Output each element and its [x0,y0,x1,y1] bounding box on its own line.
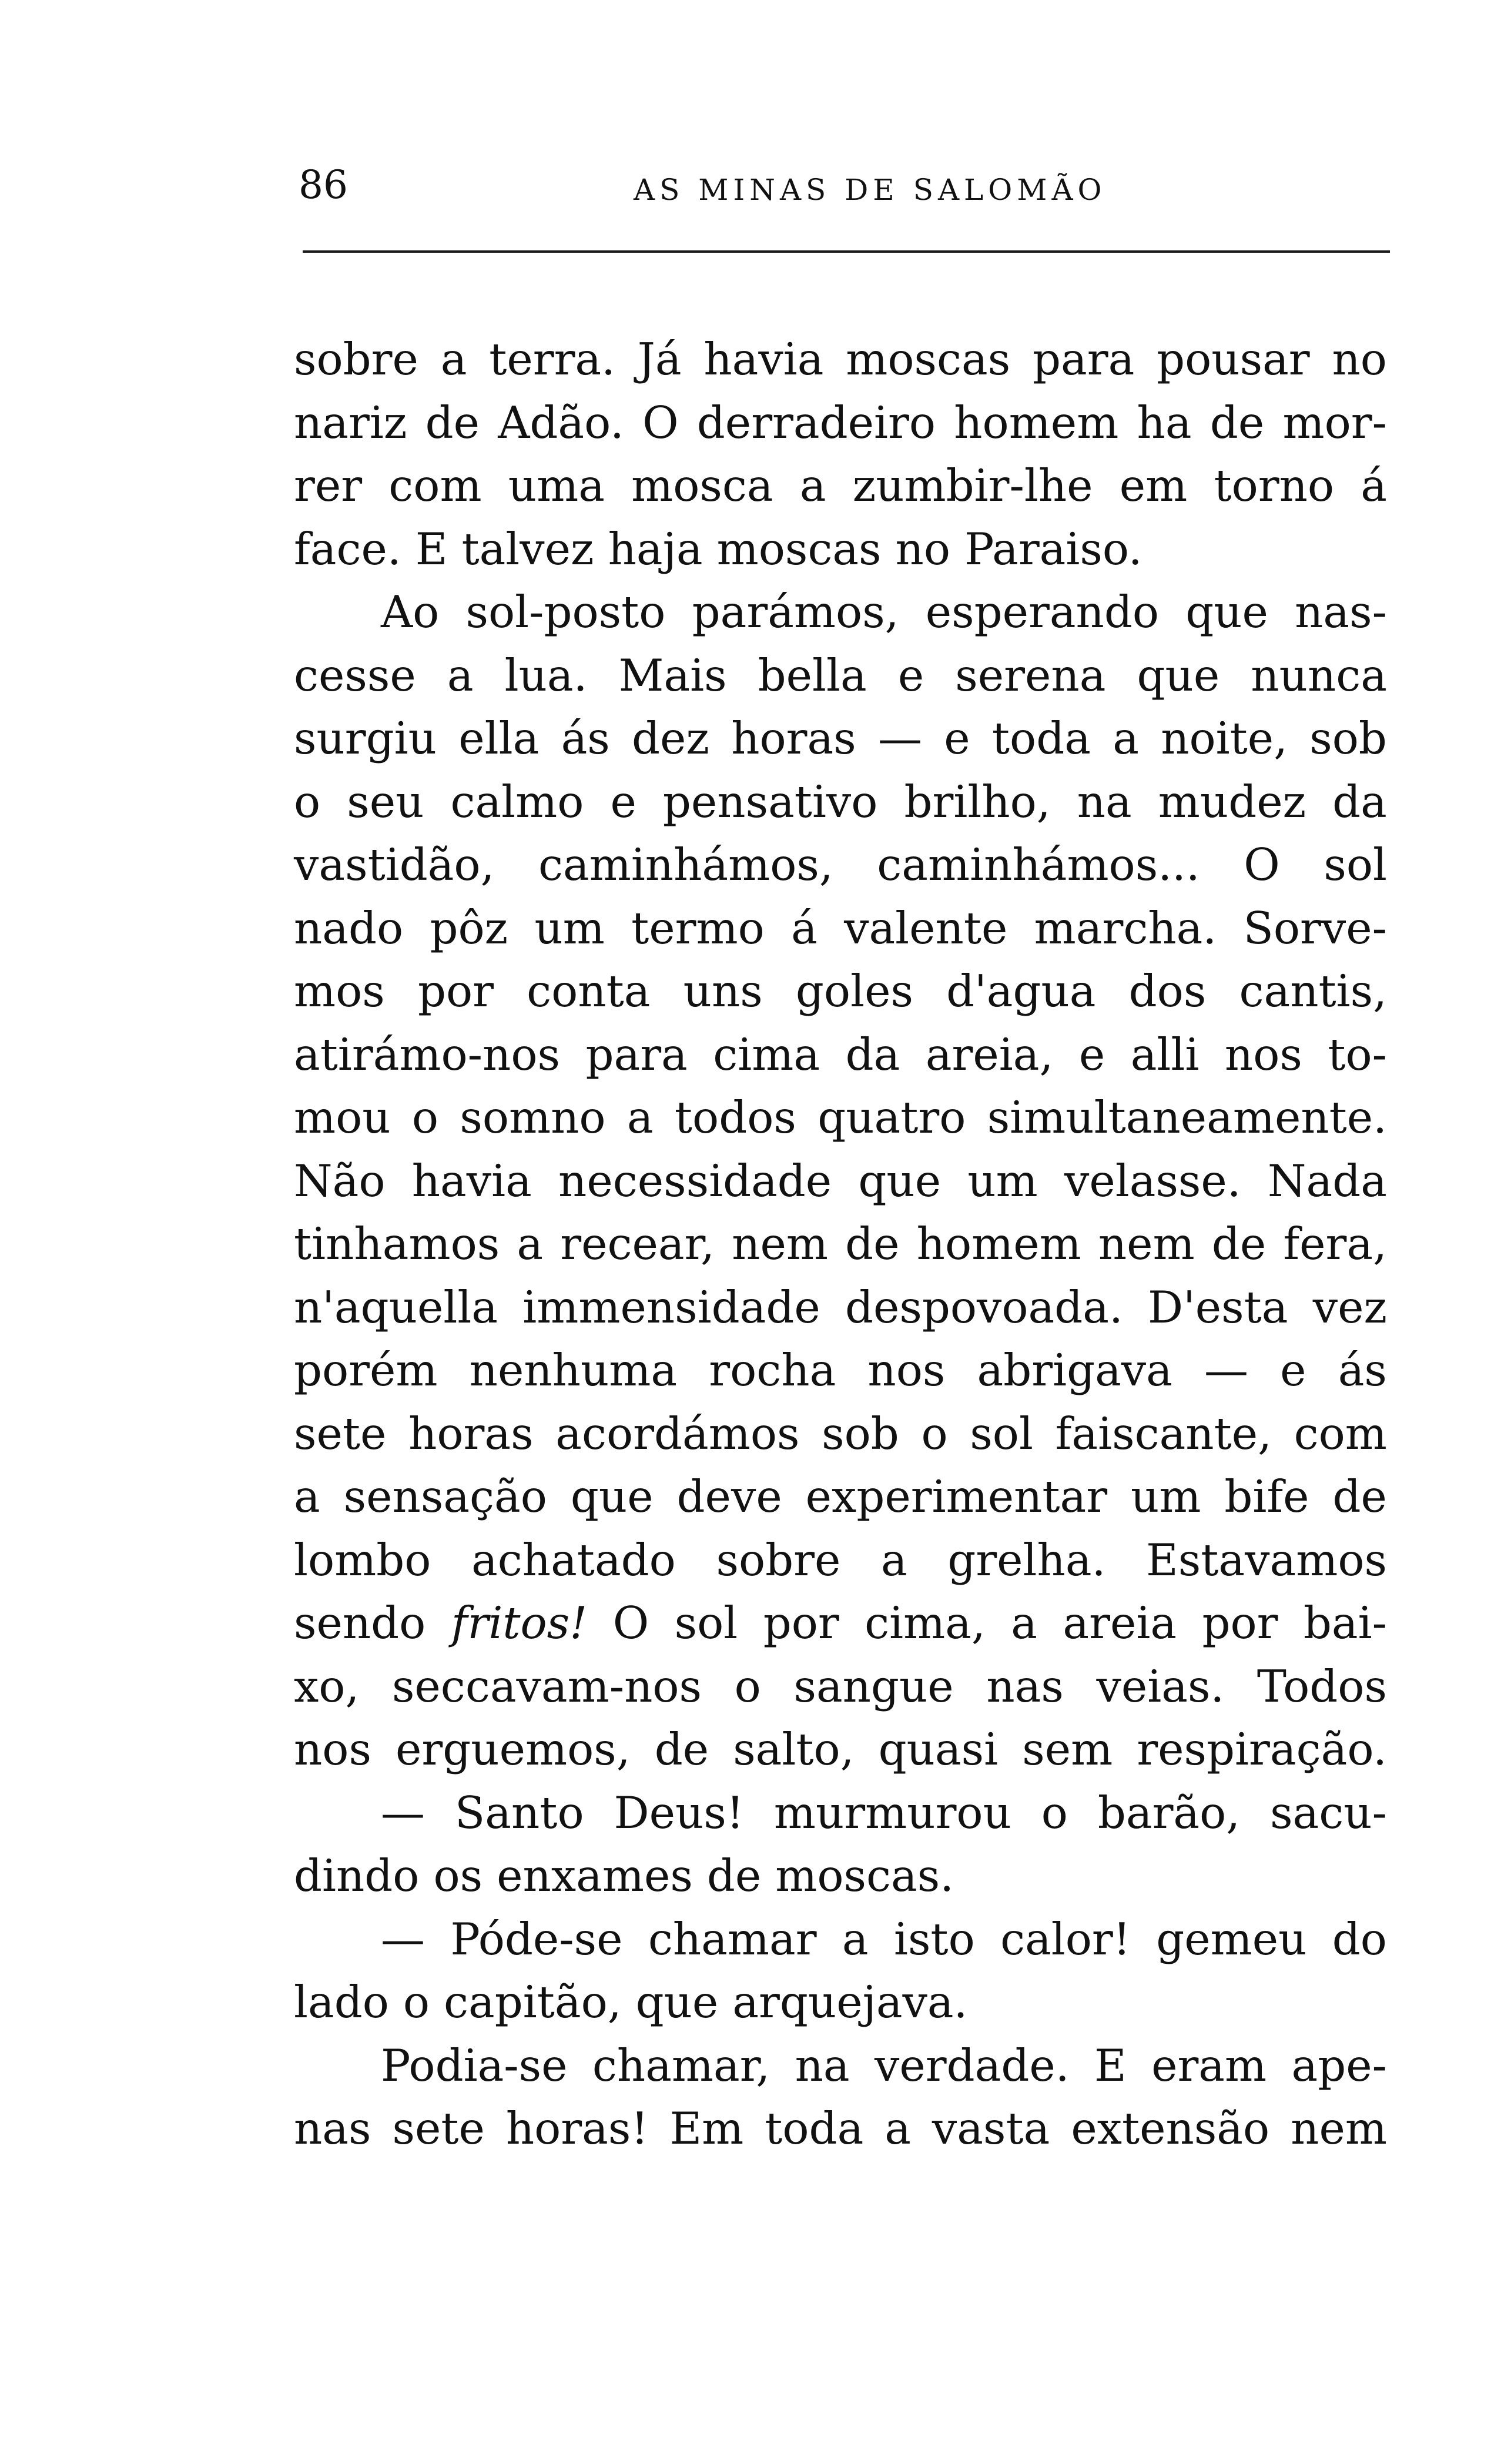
word: faiscante, [1055,1407,1272,1459]
text-line [294,1465,1387,1529]
word: — [381,1786,425,1839]
word: todos [674,1092,796,1143]
word: Podia-se [381,2039,568,2091]
word: mudez [1158,775,1306,828]
word: sob [822,1407,899,1459]
word: que [858,1154,942,1207]
word: velasse. [1064,1154,1241,1207]
word: e [610,775,636,828]
word: esperando [925,586,1160,638]
word: necessidade [558,1154,832,1207]
word: gemeu [1156,1913,1307,1965]
word: de [706,1850,762,1901]
word: areia [1063,1597,1177,1649]
word: veias. [1096,1660,1225,1712]
word: o [734,1660,761,1712]
word: cantis, [1239,965,1387,1017]
text-line [294,960,1387,1023]
word: achatado [471,1534,676,1586]
word: arquejava. [732,1976,968,2028]
word: simultaneamente. [987,1092,1387,1143]
word: á [791,902,817,954]
word: nas [986,1660,1064,1712]
text-line [294,1971,1387,2034]
word: a [447,649,474,701]
word: nado [294,902,404,954]
word: pensativo [662,775,878,828]
word: sob [1309,712,1387,764]
word: do [1332,1913,1387,1965]
word: — [1204,1344,1249,1396]
word: sacu- [1270,1786,1387,1839]
word: mos [294,965,385,1017]
word: em [1119,460,1188,511]
word: Nada [1267,1154,1387,1207]
word: com [1294,1407,1387,1459]
word: pousar [1157,333,1310,385]
text-line [294,1339,1387,1402]
word: nas- [1295,586,1387,638]
text-line [294,518,1387,581]
word: salto, [733,1723,855,1775]
word: surgiu [294,712,437,764]
word: um [1131,1471,1201,1522]
word: Deus! [614,1786,744,1839]
word: no [1332,333,1387,385]
text-line [294,1213,1387,1276]
word: moscas. [775,1850,954,1901]
word: murmurou [773,1786,1011,1839]
word: — [878,712,922,764]
word: para [1033,333,1135,385]
word: sol [970,1407,1033,1459]
word: havia [411,1154,532,1207]
word: mor- [1282,396,1387,448]
word: acordámos [555,1407,800,1459]
word: d'agua [946,965,1096,1017]
word: Póde-se [450,1913,623,1965]
word: torno [1214,460,1335,511]
word: a [884,2103,911,2154]
word: marcha. [1034,902,1217,954]
word: ella [458,712,540,764]
word: haja [608,523,703,575]
word: parámos, [692,586,899,638]
word: que [1137,649,1220,701]
text-line [294,1782,1387,1845]
word: sem [1022,1723,1113,1775]
word: de [845,1218,900,1270]
word: sol-posto [465,586,666,638]
word: tinhamos [294,1218,500,1270]
word: a [440,333,467,385]
word: rocha [709,1344,836,1396]
word: de [1209,396,1265,448]
word: nem [1291,2103,1387,2154]
word: nunca [1251,649,1387,701]
word: sobre [716,1534,841,1586]
word: na [795,2039,850,2091]
word: Paraiso. [964,523,1142,575]
word: sol [674,1597,738,1649]
text-line [294,581,1387,644]
word: Santo [454,1786,584,1839]
word: terra. [489,333,615,385]
word: bai- [1303,1597,1387,1649]
text-line [294,454,1387,518]
text-line [294,1655,1387,1719]
text-line [294,897,1387,960]
word: E [1094,2039,1127,2091]
word: mosca [631,460,773,511]
word: de [1211,1218,1267,1270]
text-line [294,1529,1387,1592]
word: por [1202,1597,1278,1649]
word: enxames [497,1850,693,1901]
word: chamar, [592,2039,770,2091]
word: n'aquella [294,1281,498,1333]
word: homem [954,396,1119,448]
word: valente [844,902,1008,954]
word: capitão, [444,1976,622,2028]
text-line [294,2097,1387,2161]
word: horas [731,712,856,764]
word: nos [867,1344,946,1396]
word: que [570,1471,654,1522]
word: o [921,1407,948,1459]
word: derradeiro [696,396,936,448]
word: moscas [846,333,1011,385]
word: seccavam-nos [391,1660,702,1712]
word: rer [294,460,363,511]
word: grelha. [947,1534,1106,1586]
text-line [294,1150,1387,1213]
word: O [612,1597,649,1649]
word: recear, [560,1218,715,1270]
word: talvez [461,523,594,575]
word: vasta [932,2103,1050,2154]
text-line [294,1844,1387,1908]
word: homem [916,1218,1081,1270]
word: que [635,1976,719,2028]
word: a [1011,1597,1037,1649]
word: vez [1312,1281,1387,1333]
word: barão, [1097,1786,1241,1839]
word: quasi [878,1723,999,1775]
word: toda [765,2103,864,2154]
word: eram [1151,2039,1267,2091]
word: fritos! [451,1597,588,1649]
word: por [763,1597,839,1649]
word: nem [1098,1218,1195,1270]
word: dez [632,712,709,764]
header-rule [303,250,1390,253]
word: abrigava [977,1344,1172,1396]
page-number: 86 [299,162,348,207]
page-header [299,159,1392,212]
text-line [294,644,1387,708]
word: de [1332,1471,1387,1522]
word: brilho, [904,775,1051,828]
word: fera, [1283,1218,1387,1270]
text-line [294,1276,1387,1340]
word: uma [508,460,605,511]
word: ha [1137,396,1192,448]
word: e [1078,1028,1105,1080]
word: chamar [648,1913,817,1965]
word: toda [991,712,1091,764]
word: e [1280,1344,1306,1396]
word: nos [294,1723,371,1775]
word: sete [392,2103,485,2154]
word: sol [1324,839,1387,890]
word: bife [1224,1471,1309,1522]
word: uns [683,965,763,1017]
word: noite, [1161,712,1288,764]
word: despovoada. [845,1281,1123,1333]
word: os [433,1850,483,1901]
word: a [294,1471,320,1522]
word: no [895,523,951,575]
text-line [294,833,1387,897]
text-line [294,1718,1387,1782]
word: sensação [343,1471,547,1522]
text-line [294,1023,1387,1087]
word: E [415,523,448,575]
word: Já [637,333,682,385]
word: O [1244,839,1280,890]
word: da [1332,775,1387,828]
word: sobre [294,333,418,385]
word: quatro [817,1092,966,1143]
word: ape- [1291,2039,1387,2091]
word: á [1361,460,1387,511]
word: dos [1128,965,1207,1017]
word: O [642,396,679,448]
word: Adão. [498,396,624,448]
word: lado [294,1976,389,2028]
word: zumbir-lhe [852,460,1093,511]
body-text [294,328,1387,2161]
word: para [585,1028,688,1080]
word: da [845,1028,900,1080]
word: vastidão, [294,839,495,890]
word: cesse [294,649,416,701]
word: o [1041,1786,1068,1839]
word: dindo [294,1850,420,1901]
word: experimentar [805,1471,1108,1522]
word: o [411,1092,439,1143]
word: ás [561,712,610,764]
word: immensidade [522,1281,820,1333]
word: isto [893,1913,975,1965]
word: areia, [925,1028,1054,1080]
word: a [799,460,826,511]
word: nas [294,2103,371,2154]
word: D'esta [1148,1281,1288,1333]
word: Não [294,1154,386,1207]
word: de [425,396,480,448]
word: to- [1328,1028,1387,1080]
word: ás [1338,1344,1387,1396]
text-line [294,391,1387,455]
word: a [626,1092,654,1143]
word: cima, [865,1597,986,1649]
word: atirámo-nos [294,1028,560,1080]
word: deve [676,1471,782,1522]
word: horas [408,1407,534,1459]
word: que [1185,586,1268,638]
word: horas! [505,2103,649,2154]
word: nenhuma [469,1344,678,1396]
word: o [294,775,321,828]
text-line [294,707,1387,771]
word: verdade. [874,2039,1070,2091]
word: extensão [1071,2103,1270,2154]
text-line [294,1402,1387,1466]
text-line [294,328,1387,391]
word: calmo [450,775,584,828]
word: Estavamos [1146,1534,1387,1586]
word: calor! [1000,1913,1131,1965]
word: xo, [294,1660,360,1712]
word: moscas [716,523,882,575]
word: Em [669,2103,744,2154]
text-line [294,2034,1387,2098]
word: e [897,649,924,701]
running-title: AS MINAS DE SALOMÃO [634,173,1107,207]
word: a [842,1913,869,1965]
word: Mais [618,649,727,701]
word: Ao [381,586,440,638]
word: termo [631,902,765,954]
word: face. [294,523,401,575]
word: cima [713,1028,820,1080]
word: a [880,1534,907,1586]
word: sangue [793,1660,954,1712]
word: de [654,1723,709,1775]
word: lua. [504,649,588,701]
word: o [403,1976,430,2028]
text-line [294,771,1387,834]
word: pôz [430,902,508,954]
text-line [294,1908,1387,1971]
word: Sorve- [1243,902,1387,954]
word: caminhámos, [538,839,833,890]
word: na [1077,775,1132,828]
word: nos [1224,1028,1302,1080]
word: a [1113,712,1139,764]
word: serena [955,649,1106,701]
word: um [967,1154,1038,1207]
word: goles [795,965,913,1017]
word: nem [732,1218,828,1270]
word: caminhámos... [877,839,1200,890]
word: respiração. [1137,1723,1387,1775]
word: somno [460,1092,606,1143]
word: alli [1130,1028,1200,1080]
word: Todos [1257,1660,1387,1712]
word: e [944,712,970,764]
word: um [534,902,605,954]
word: sete [294,1407,387,1459]
word: seu [347,775,424,828]
word: — [381,1913,425,1965]
word: com [388,460,482,511]
word: sendo [294,1597,426,1649]
word: mou [294,1092,391,1143]
word: erguemos, [396,1723,631,1775]
word: a [517,1218,544,1270]
word: bella [758,649,867,701]
word: lombo [294,1534,431,1586]
text-line [294,1086,1387,1150]
word: nariz [294,396,407,448]
word: porém [294,1344,438,1396]
text-line [294,1592,1387,1655]
word: conta [527,965,651,1017]
word: por [417,965,494,1017]
word: havia [703,333,824,385]
